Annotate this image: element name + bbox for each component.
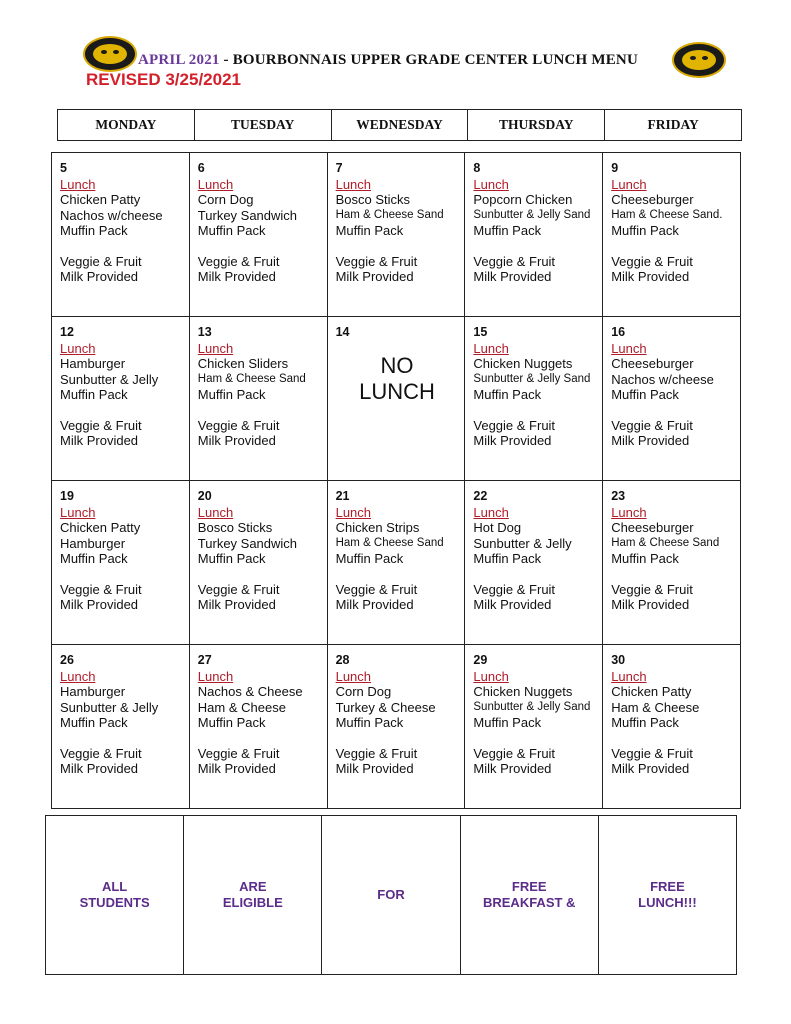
tiger-logo-right-icon <box>672 42 726 78</box>
side-item: Veggie & Fruit <box>60 417 142 433</box>
lunch-label: Lunch <box>611 504 647 520</box>
spacer <box>60 403 183 418</box>
menu-item: Ham & Cheese <box>197 699 286 715</box>
menu-item: Muffin Pack <box>473 223 542 238</box>
menu-item: Hamburger <box>60 356 126 371</box>
lunch-label: Lunch <box>335 504 372 520</box>
menu-item: Ham & Cheese Sand <box>197 372 306 385</box>
menu-item: Muffin Pack <box>335 715 404 730</box>
weekday-header <box>57 109 742 141</box>
spacer <box>336 567 459 582</box>
menu-item: Chicken Strips <box>335 520 420 535</box>
side-item: Milk Provided <box>473 597 552 612</box>
spacer <box>198 567 321 582</box>
day-number: 28 <box>335 653 350 667</box>
spacer <box>611 567 734 582</box>
side-item: Milk Provided <box>473 269 552 284</box>
side-item: Veggie & Fruit <box>335 581 418 597</box>
menu-item: Muffin Pack <box>197 715 266 730</box>
spacer <box>198 239 321 254</box>
spacer <box>473 731 596 746</box>
side-item: Milk Provided <box>335 761 414 776</box>
tiger-logo-left-icon <box>83 36 137 72</box>
menu-item: Muffin Pack <box>611 387 679 402</box>
spacer <box>611 403 734 418</box>
menu-item: Muffin Pack <box>197 551 266 566</box>
banner-line: STUDENTS <box>79 895 150 910</box>
banner-line: FREE <box>650 879 685 894</box>
menu-item: Ham & Cheese <box>611 699 700 715</box>
day-number: 29 <box>473 653 488 667</box>
menu-item: Turkey Sandwich <box>197 535 298 551</box>
menu-item: Turkey Sandwich <box>197 207 298 223</box>
weekday-wednesday: WEDNESDAY <box>332 110 469 140</box>
banner-text <box>483 879 575 911</box>
menu-item: Hamburger <box>60 684 126 699</box>
day-cell <box>190 645 328 808</box>
lunch-label: Lunch <box>197 340 234 356</box>
weekday-tuesday: TUESDAY <box>195 110 332 140</box>
lunch-label: Lunch <box>197 504 234 520</box>
spacer <box>336 731 459 746</box>
banner-cell <box>184 816 322 974</box>
banner-cell <box>461 816 599 974</box>
menu-item: Nachos w/cheese <box>611 371 714 387</box>
day-number: 23 <box>611 489 626 503</box>
menu-item: Sunbutter & Jelly <box>60 699 159 715</box>
week-row <box>52 153 740 317</box>
lunch-label: Lunch <box>335 668 372 684</box>
banner-text <box>80 879 150 911</box>
side-item: Milk Provided <box>197 761 276 776</box>
banner-line: FOR <box>377 887 405 902</box>
menu-item: Muffin Pack <box>197 223 266 238</box>
banner-line: ALL <box>101 879 128 894</box>
lunch-label: Lunch <box>197 668 234 684</box>
side-item: Milk Provided <box>611 433 690 448</box>
day-number: 9 <box>611 161 619 175</box>
spacer <box>473 239 596 254</box>
side-item: Milk Provided <box>60 269 139 284</box>
day-number: 13 <box>197 325 212 339</box>
side-item: Veggie & Fruit <box>197 745 280 761</box>
menu-item: Sunbutter & Jelly Sand <box>473 208 591 221</box>
title-text: - BOURBONNAIS UPPER GRADE CENTER LUNCH MENU <box>219 52 639 68</box>
lunch-label: Lunch <box>335 176 372 192</box>
menu-item: Sunbutter & Jelly Sand <box>473 700 591 713</box>
side-item: Milk Provided <box>611 269 690 284</box>
banner-line: LUNCH!!! <box>638 895 697 910</box>
weekday-monday: MONDAY <box>58 110 195 140</box>
side-item: Milk Provided <box>335 597 414 612</box>
day-cell <box>328 153 466 316</box>
menu-item: Ham & Cheese Sand <box>335 536 444 549</box>
day-number: 27 <box>197 653 212 667</box>
menu-item: Muffin Pack <box>60 387 128 402</box>
side-item: Veggie & Fruit <box>197 581 280 597</box>
no-lunch-notice <box>336 353 459 405</box>
eligibility-banner <box>45 815 737 975</box>
week-row <box>52 317 740 481</box>
menu-item: Muffin Pack <box>611 551 679 566</box>
menu-item: Muffin Pack <box>473 387 542 402</box>
spacer <box>611 239 734 254</box>
day-cell <box>465 153 603 316</box>
banner-text <box>377 887 404 903</box>
side-item: Veggie & Fruit <box>611 581 693 597</box>
side-item: Veggie & Fruit <box>473 581 556 597</box>
no-lunch-text: NO <box>380 352 414 378</box>
lunch-label: Lunch <box>60 176 96 192</box>
spacer <box>60 567 183 582</box>
day-cell <box>190 481 328 644</box>
menu-calendar-grid <box>51 152 741 809</box>
day-number: 15 <box>473 325 488 339</box>
side-item: Milk Provided <box>197 433 276 448</box>
menu-item: Ham & Cheese Sand <box>335 208 444 221</box>
side-item: Milk Provided <box>60 597 139 612</box>
menu-item: Bosco Sticks <box>335 192 411 207</box>
menu-item: Ham & Cheese Sand <box>611 536 720 549</box>
side-item: Milk Provided <box>60 433 139 448</box>
side-item: Veggie & Fruit <box>60 581 142 597</box>
day-cell <box>52 645 190 808</box>
spacer <box>473 567 596 582</box>
menu-item: Muffin Pack <box>611 715 679 730</box>
menu-item: Muffin Pack <box>473 551 542 566</box>
weekday-thursday: THURSDAY <box>468 110 605 140</box>
day-number: 7 <box>335 161 343 175</box>
menu-item: Popcorn Chicken <box>473 192 573 207</box>
spacer <box>198 731 321 746</box>
side-item: Veggie & Fruit <box>60 253 142 269</box>
menu-item: Turkey & Cheese <box>335 699 436 715</box>
menu-item: Sunbutter & Jelly <box>60 371 159 387</box>
lunch-label: Lunch <box>611 668 647 684</box>
day-number: 8 <box>473 161 481 175</box>
lunch-label: Lunch <box>60 504 96 520</box>
spacer <box>60 731 183 746</box>
banner-line: ARE <box>239 879 267 894</box>
banner-text <box>223 879 283 911</box>
side-item: Veggie & Fruit <box>611 417 693 433</box>
side-item: Milk Provided <box>473 433 552 448</box>
day-cell <box>190 317 328 480</box>
day-cell <box>328 481 466 644</box>
menu-item: Muffin Pack <box>473 715 542 730</box>
spacer <box>198 403 321 418</box>
menu-item: Chicken Nuggets <box>473 684 573 699</box>
menu-item: Corn Dog <box>335 684 392 699</box>
spacer <box>473 403 596 418</box>
menu-item: Hamburger <box>60 535 126 551</box>
side-item: Veggie & Fruit <box>335 253 418 269</box>
spacer <box>60 239 183 254</box>
lunch-label: Lunch <box>611 340 647 356</box>
side-item: Veggie & Fruit <box>473 417 556 433</box>
menu-item: Chicken Sliders <box>197 356 289 371</box>
menu-item: Chicken Patty <box>60 520 141 535</box>
day-cell <box>52 153 190 316</box>
menu-item: Muffin Pack <box>60 551 128 566</box>
lunch-label: Lunch <box>60 340 96 356</box>
side-item: Veggie & Fruit <box>60 745 142 761</box>
banner-text <box>638 879 696 911</box>
banner-cell <box>322 816 460 974</box>
spacer <box>336 239 459 254</box>
side-item: Veggie & Fruit <box>197 417 280 433</box>
menu-item: Nachos w/cheese <box>60 207 163 223</box>
title-month: APRIL 2021 <box>138 52 220 68</box>
menu-item: Cheeseburger <box>611 520 694 535</box>
banner-line: BREAKFAST & <box>482 895 576 910</box>
menu-item: Chicken Nuggets <box>473 356 573 371</box>
menu-item: Muffin Pack <box>60 715 128 730</box>
side-item: Milk Provided <box>611 761 690 776</box>
side-item: Veggie & Fruit <box>473 253 556 269</box>
day-cell <box>52 317 190 480</box>
lunch-label: Lunch <box>60 668 96 684</box>
menu-item: Muffin Pack <box>335 551 404 566</box>
side-item: Veggie & Fruit <box>335 745 418 761</box>
day-cell <box>465 645 603 808</box>
menu-item: Muffin Pack <box>335 223 404 238</box>
lunch-label: Lunch <box>473 504 509 520</box>
side-item: Veggie & Fruit <box>473 745 556 761</box>
menu-item: Hot Dog <box>473 520 522 535</box>
side-item: Milk Provided <box>611 597 690 612</box>
menu-item: Chicken Patty <box>60 192 141 207</box>
day-number: 26 <box>60 653 74 667</box>
day-cell <box>52 481 190 644</box>
menu-item: Muffin Pack <box>197 387 266 402</box>
day-number: 19 <box>60 489 74 503</box>
day-cell <box>190 153 328 316</box>
day-cell <box>603 645 740 808</box>
revised-date: REVISED 3/25/2021 <box>86 70 241 89</box>
day-number: 16 <box>611 325 626 339</box>
menu-item: Ham & Cheese Sand. <box>611 208 723 221</box>
day-cell <box>328 645 466 808</box>
day-cell <box>328 317 466 480</box>
day-number: 30 <box>611 653 626 667</box>
banner-line: FREE <box>511 879 547 894</box>
menu-item: Muffin Pack <box>60 223 128 238</box>
week-row <box>52 645 740 808</box>
side-item: Veggie & Fruit <box>197 253 280 269</box>
menu-item: Nachos & Cheese <box>197 684 303 699</box>
spacer <box>611 731 734 746</box>
day-number: 14 <box>335 325 350 339</box>
banner-cell <box>599 816 736 974</box>
menu-item: Chicken Patty <box>611 684 692 699</box>
lunch-label: Lunch <box>197 176 234 192</box>
day-cell <box>603 153 740 316</box>
menu-item: Cheeseburger <box>611 356 694 371</box>
side-item: Veggie & Fruit <box>611 253 693 269</box>
banner-line: ELIGIBLE <box>222 895 283 910</box>
side-item: Milk Provided <box>197 269 276 284</box>
menu-item: Cheeseburger <box>611 192 694 207</box>
lunch-label: Lunch <box>611 176 647 192</box>
side-item: Milk Provided <box>60 761 139 776</box>
day-number: 12 <box>60 325 74 339</box>
menu-item: Muffin Pack <box>611 223 679 238</box>
day-number: 21 <box>335 489 350 503</box>
menu-item: Sunbutter & Jelly <box>473 535 572 551</box>
day-number: 22 <box>473 489 488 503</box>
day-number: 5 <box>60 161 67 175</box>
menu-item: Bosco Sticks <box>197 520 273 535</box>
lunch-label: Lunch <box>473 176 509 192</box>
day-cell <box>465 317 603 480</box>
day-cell <box>603 481 740 644</box>
day-cell <box>465 481 603 644</box>
page-title <box>138 52 638 69</box>
week-row <box>52 481 740 645</box>
side-item: Milk Provided <box>197 597 276 612</box>
menu-item: Corn Dog <box>197 192 254 207</box>
day-cell <box>603 317 740 480</box>
banner-cell <box>46 816 184 974</box>
weekday-friday: FRIDAY <box>647 117 699 132</box>
lunch-label: Lunch <box>473 340 509 356</box>
side-item: Milk Provided <box>473 761 552 776</box>
lunch-label: Lunch <box>473 668 509 684</box>
side-item: Veggie & Fruit <box>611 745 693 761</box>
day-number: 20 <box>197 489 212 503</box>
side-item: Milk Provided <box>335 269 414 284</box>
no-lunch-text: LUNCH <box>359 378 435 404</box>
day-number: 6 <box>197 161 205 175</box>
menu-item: Sunbutter & Jelly Sand <box>473 372 591 385</box>
